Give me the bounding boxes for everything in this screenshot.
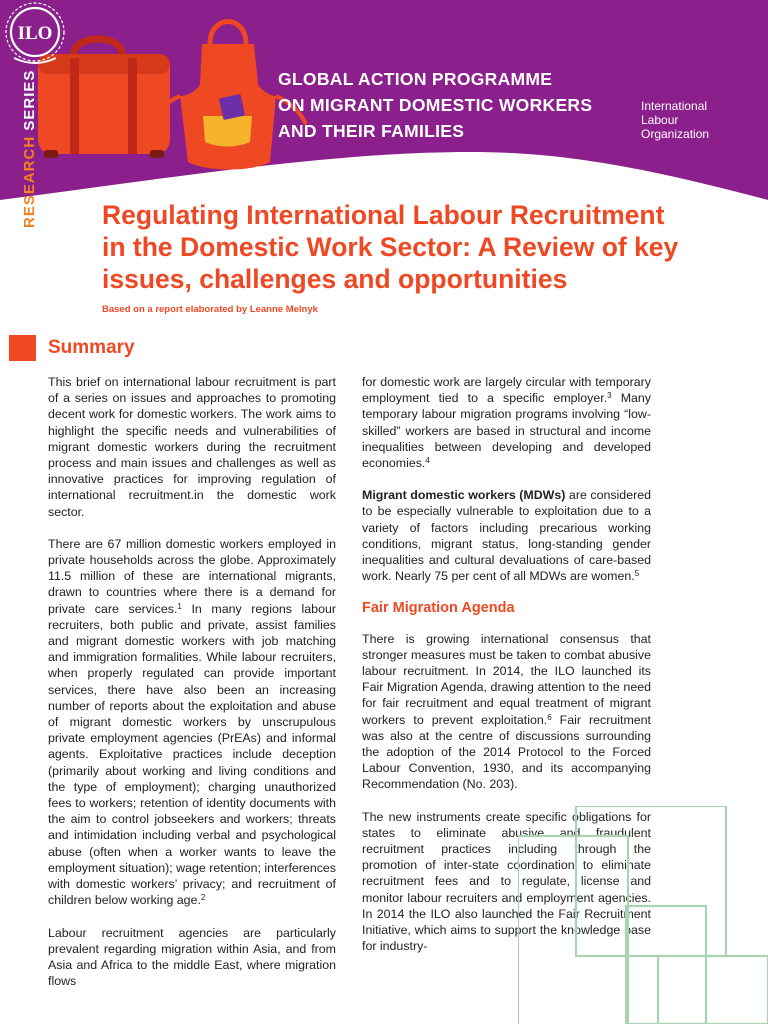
left-column (48, 374, 336, 1005)
programme-title (278, 66, 628, 144)
title-line: in the Domestic Work Sector: A Review of key (102, 232, 679, 262)
summary-marker (9, 335, 36, 361)
footnote-ref: 4 (425, 456, 430, 466)
paragraph: There are 67 million domestic workers employed in private households across the globe. Approximately 11.5 million of these are international migrants, drawn to countries where there is a demand for private care services.$^1$ In many regions labour recruiters, both public and private, assist families and migrant domestic workers with job matching and immigration formalities. While labour recruiters, when properly regulated can provide important services, there have also been an increasing number of reports about the exploitation and abuse of migrant domestic workers by unscrupulous private employment agencies (PrEAs) and informal agents. Exploitative practices include deception (primarily about working and living conditions and the type of employment); charging unauthorized fees to workers; retention of identity documents with the aim to control jobseekers and workers; threats and intimidation including verbal and psychological abuse (often when a worker wants to leave the employment situation); wage retention; interferences with domestic workers’ privacy; and recruitment of children below working age.$^2$ (48, 536, 336, 908)
paragraph: Migrant domestic workers (MDWs) are considered to be especially vulnerable to exploitation due to a variety of factors including precarious working conditions, migrant status, long-standing gender inequalities and cultural devaluations of care-based work. Nearly 75 per cent of all MDWs are women.$^5$ (362, 488, 651, 584)
programme-line: AND THEIR FAMILIES (278, 121, 465, 141)
ilo-org-line: Organization (641, 127, 710, 141)
footnote-ref: 6 (547, 712, 552, 722)
byline: Based on a report elaborated by Leanne Melnyk (102, 304, 318, 315)
ilo-org-line: International (641, 99, 708, 113)
programme-line: GLOBAL ACTION PROGRAMME (278, 69, 553, 89)
footnote-ref: 5 (634, 569, 640, 579)
title-line: issues, challenges and opportunities (102, 264, 568, 294)
summary-heading: Summary (48, 337, 135, 358)
fair-migration-heading: Fair Migration Agenda (362, 600, 515, 617)
series-word-series: SERIES (21, 69, 38, 131)
paragraph: for domestic work are largely circular with temporary employment tied to a specific employer.$^3$ Many temporary labour migration programs involving “low-skilled” workers are based in structural and income inequalities between developing and developed economies.$^4$ (362, 375, 651, 471)
footnote-ref: 3 (607, 391, 612, 401)
right-column (362, 374, 651, 971)
programme-line: ON MIGRANT DOMESTIC WORKERS (278, 95, 593, 115)
ilo-logo-text: ILO (17, 23, 53, 44)
footnote-ref: 1 (177, 601, 182, 611)
ilo-organization-name (641, 99, 709, 141)
ilo-org-line: Labour (641, 113, 679, 127)
title-line: Regulating International Labour Recruitment (102, 200, 665, 230)
ilo-logo-icon (0, 0, 70, 68)
series-word-research: RESEARCH (21, 135, 38, 228)
paragraph: The new instruments create specific obligations for states to eliminate abusive and fraudulent recruitment practices including through the promotion of inter-state coordination to eliminate recruitment fees and to regulate, license and monitor labour recruiters and employment agencies. In 2014 the ILO also launched the Fair Recruitment Initiative, which aims to support the knowledge base for industry- (362, 809, 651, 954)
footnote-ref: 2 (200, 893, 206, 903)
paragraph: Labour recruitment agencies are particularly prevalent regarding migration within Asia, and from Asia and Africa to the middle East, where migration flows (48, 925, 336, 989)
paragraph: There is growing international consensus that stronger measures must be taken to combat abusive labour recruitment. In 2014, the ILO launched its Fair Migration Agenda, drawing attention to the need for fair recruitment and equal treatment of migrant workers to prevent exploitation.$^6$ Fair recruitment was also at the centre of discussions surrounding the adoption of the 2014 Protocol to the Forced Labour Convention, 1930, and its accompanying Recommendation (No. 203). (362, 631, 651, 792)
document-title (102, 199, 742, 295)
paragraph: This brief on international labour recruitment is part of a series on issues and approaches to promoting decent work for domestic workers. The work aims to highlight the specific needs and vulnerabilities of migrant domestic workers during the recruitment process and main issues and challenges as well as innovative practices for improving regulation of international recruitment.in the domestic work sector. (48, 375, 336, 519)
